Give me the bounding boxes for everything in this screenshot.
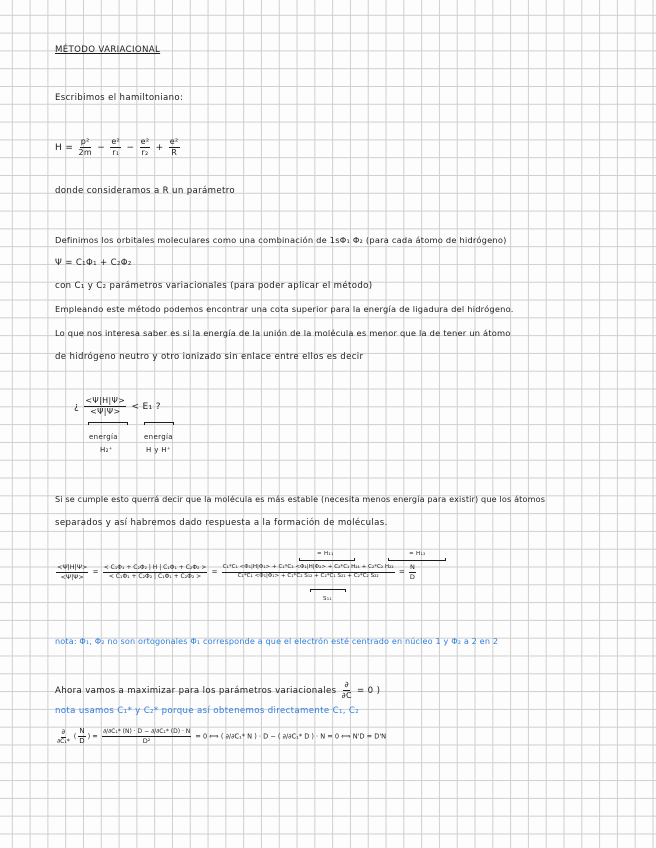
underbrace-s11 [310,589,346,590]
page-title: MÉTODO VARIACIONAL [55,45,161,55]
expansion-equation [54,564,418,580]
maximize-text: Ahora vamos a maximizar para los parámetros variacionales [55,686,337,696]
expansion-rhs: $\frac{\text{C₁*C₁ <Φ₁|H|Φ₁> + C₁*C₂ <Φ₁|H|Φ₂> + C₂*C₁ H₂₁ + C₂*C₂ H₂₂}}{\text{C₁*C₁ <Φ₁|Φ₁> + C₁*C₂ S₁₂ + C₂*C₁ S₂₁ + C₂*C₂ S₂₂}}$ [222,563,394,579]
derivative-result: = 0 ⟺ ( ∂/∂C₁* N ) · D − ( ∂/∂C₁* D ) · N = 0 ⟺ N'D = D'N [195,732,387,741]
expansion-lhs: $\frac{<\Psi|H|\Psi>}{<\Psi|\Psi>}$ [57,563,88,581]
underbrace-h-hplus [144,422,174,423]
derivative-operator: $\frac{\partial}{\text{∂C₁*}}$ [57,727,70,745]
quotient-rule: $\frac{\text{∂/∂C₁* (N) · D − ∂/∂C₁* (D) · N}}{\text{D²}}$ [102,727,191,745]
overbrace-h11 [299,560,355,561]
intro-text: Escribimos el hamiltoniano: [55,93,184,103]
note-nonorthogonal: nota: Φ₁, Φ₂ no son ortogonales Φ₁ corresponde a que el electrón esté centrado en núcleo 1 y Φ₂ a 2 en 2 [55,636,499,646]
underbrace-h2plus [88,422,128,423]
maximize-condition: = 0 ) [357,686,381,696]
note-conjugates: nota usamos C₁* y C₂* porque así obtenemos directamente C₁, C₂ [55,706,360,716]
n-over-d: $\frac{N}{D}$ [79,727,85,745]
label-h12: = H₁₂ [409,551,426,557]
conclusion-line-2: separados y así habremos dado respuesta a la formación de moléculas. [55,518,388,528]
expansion-middle: $\frac{\text{< C₁Φ₁ + C₂Φ₂ | H | C₁Φ₁ + C₂Φ₂ >}}{\text{< C₁Φ₁ + C₂Φ₂ | C₁Φ₁ + C₂Φ₂ >}}$ [103,563,207,580]
conclusion-line-1: Si se cumple esto querrá decir que la molécula es más estable (necesita menos energía para existir) que los átomos [55,494,546,504]
question-open: ¿ [74,402,80,412]
equals-sign: = [211,568,218,576]
energy-inequality [74,397,161,416]
definition-line-3: con C₁ y C₂ parámetros variacionales (para poder aplicar el método) [55,281,373,291]
coulomb-term-r1: $\frac{\text{e²}}{\text{r₁}}$ [111,137,121,157]
definition-line-1: Definimos los orbitales moleculares como una combinación de 1sΦ₁ Φ₂ (para cada átomo de hidrógeno) [55,235,507,245]
equals-sign: = [398,568,405,576]
label-h11: = H₁₁ [317,551,334,557]
parameter-note: donde consideramos a R un parámetro [55,186,236,196]
partial-derivative: $\frac{\partial}{\partial C}$ [341,680,352,700]
definition-line-5: Lo que nos interesa saber es si la energía de la unión de la molécula es menor que la de tener un átomo [55,328,511,338]
minus-sign: − [126,143,135,153]
definition-line-6: de hidrógeno neutro y otro ionizado sin enlace entre ellos es decir [55,352,364,362]
coulomb-term-r2: $\frac{\text{e²}}{\text{r₂}}$ [140,137,150,157]
label-energy-h-hplus: energía [144,433,173,441]
coulomb-term-R: $\frac{\text{e²}}{R}$ [169,137,179,157]
energy-ratio: $\frac{<\Psi|H|\Psi>}{<\Psi|\Psi>}$ [85,396,126,416]
minus-sign: − [97,143,106,153]
label-s11: S₁₁ [323,596,332,602]
energy-comparison: < E₁ ? [131,402,161,412]
definition-line-4: Empleando este método podemos encontrar una cota superior para la energía de ligadura del hidrógeno. [55,304,514,314]
plus-sign: + [155,143,164,153]
hamiltonian-equation [55,138,182,157]
hamiltonian-lhs: H = [55,143,74,153]
label-h2plus: H₂⁺ [100,446,113,454]
label-h-hplus: H y H⁺ [146,446,171,454]
label-energy-h2plus: energía [89,433,118,441]
maximize-statement [55,681,380,700]
overbrace-h12 [388,560,446,561]
wavefunction-definition: Ψ = C₁Φ₁ + C₂Φ₂ [55,258,132,268]
kinetic-term: $\frac{\text{p²}}{2m}$ [78,137,93,157]
equals-sign: = [92,732,98,741]
expansion-result: $\frac{N}{D}$ [409,563,415,581]
derivative-equation: $\frac{\partial}{\text{∂C₁*}}$ ( $\frac{N}{D}$ ) = $\frac{\text{∂/∂C₁* (N) · D − ∂/∂C₁* (D) · N}}{\text{D²}}$ = 0 ⟺ ( ∂/∂C₁* N ) · D − ( ∂/∂C₁* D ) · N = 0 ⟺ N'D = D'N [57,727,387,745]
equals-sign: = [92,568,99,576]
